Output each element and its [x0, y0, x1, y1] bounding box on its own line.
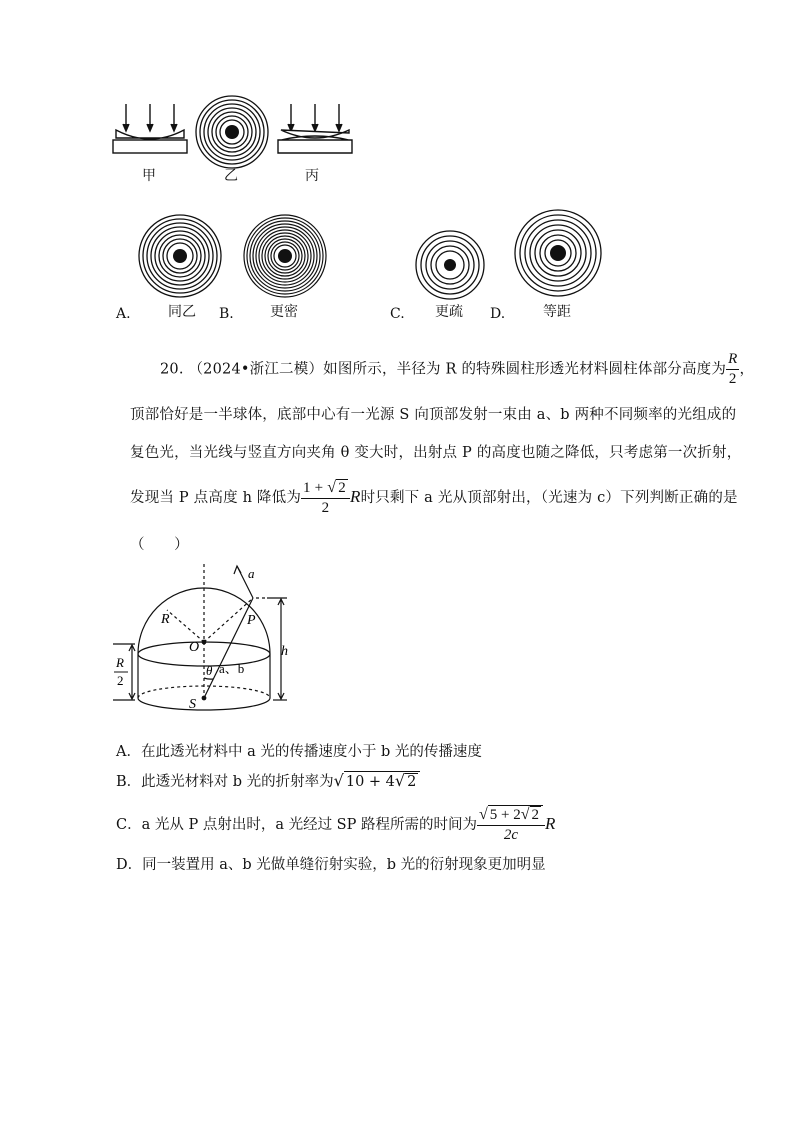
- option-b-caption: 更密: [270, 304, 298, 320]
- answer-bracket: （ ）: [130, 537, 189, 553]
- diagram-label-h: h: [281, 644, 288, 659]
- question-source: （2024•浙江二模）: [188, 361, 324, 378]
- hemisphere-cylinder-diagram: [105, 558, 305, 718]
- diagram-label-r: R: [161, 612, 170, 627]
- figure-bing-caption: 丙: [305, 168, 319, 184]
- answer-option-b: B．此透光材料对 b 光的折射率为√ 10 + 4√ 2: [116, 770, 420, 791]
- rings-option-b: [242, 213, 328, 299]
- rings-option-d: [513, 208, 603, 298]
- diagram-label-a: a: [248, 566, 255, 581]
- diagram-label-p: P: [247, 613, 256, 628]
- fraction-h: $\frac{1 + √ 2}{2}$: [301, 478, 350, 518]
- diagram-label-o: O: [189, 640, 200, 655]
- figure-yi: [194, 94, 270, 170]
- rings-option-a: [137, 213, 223, 299]
- answer-option-d: D．同一装置用 a、b 光做单缝衍射实验，b 光的衍射现象更加明显: [116, 857, 546, 873]
- fraction-time: $\frac{√ 5 + 2√ 2}{2c}$: [477, 805, 545, 845]
- figure-yi-caption: 乙: [224, 168, 238, 184]
- answer-option-c: C．a 光从 P 点射出时，a 光经过 SP 路程所需的时间为 $\frac{√ 5 + 2√ 2}{2c}$ R: [116, 806, 556, 843]
- diagram-label-s: S: [189, 697, 196, 712]
- question-number: 20.: [160, 361, 184, 378]
- rings-option-c: [414, 229, 486, 301]
- question-line-1: 20. （2024•浙江二模）如图所示，半径为 R 的特殊圆柱形透光材料圆柱体部分高度为 $\frac{R}{2}$ ，: [160, 351, 755, 387]
- diagram-label-theta: θ: [206, 663, 213, 678]
- question-line-2: 顶部恰好是一半球体，底部中心有一光源 S 向顶部发射一束由 a、b 两种不同频率的光组成的: [130, 407, 737, 423]
- option-d-letter: D.: [490, 306, 506, 322]
- diagram-label-half-r-den: 2: [117, 673, 124, 688]
- fraction-r-over-2: $\frac{R}{2}$: [728, 351, 738, 387]
- option-a-letter: A.: [116, 306, 131, 322]
- question-line-3: 复色光，当光线与竖直方向夹角 θ 变大时，出射点 P 的高度也随之降低，只考虑第一次折射，: [130, 445, 742, 461]
- option-b-letter: B.: [219, 306, 234, 322]
- option-d-caption: 等距: [543, 304, 571, 320]
- diagram-label-ab: a、b: [219, 661, 245, 676]
- answer-option-a: A．在此透光材料中 a 光的传播速度小于 b 光的传播速度: [116, 744, 482, 760]
- diagram-label-half-r-num: R: [116, 655, 124, 670]
- question-line-4: 发现当 P 点高度 h 降低为 $\frac{1 + √ 2}{2}$ R时只剩下 a 光从顶部射出，（光速为 c）下列判断正确的是: [130, 479, 738, 516]
- option-c-caption: 更疏: [435, 304, 463, 320]
- option-a-caption: 同乙: [168, 304, 196, 320]
- figure-bing: [273, 100, 358, 160]
- option-c-letter: C.: [390, 306, 405, 322]
- figure-jia-caption: 甲: [142, 168, 156, 184]
- figure-jia: [108, 100, 193, 160]
